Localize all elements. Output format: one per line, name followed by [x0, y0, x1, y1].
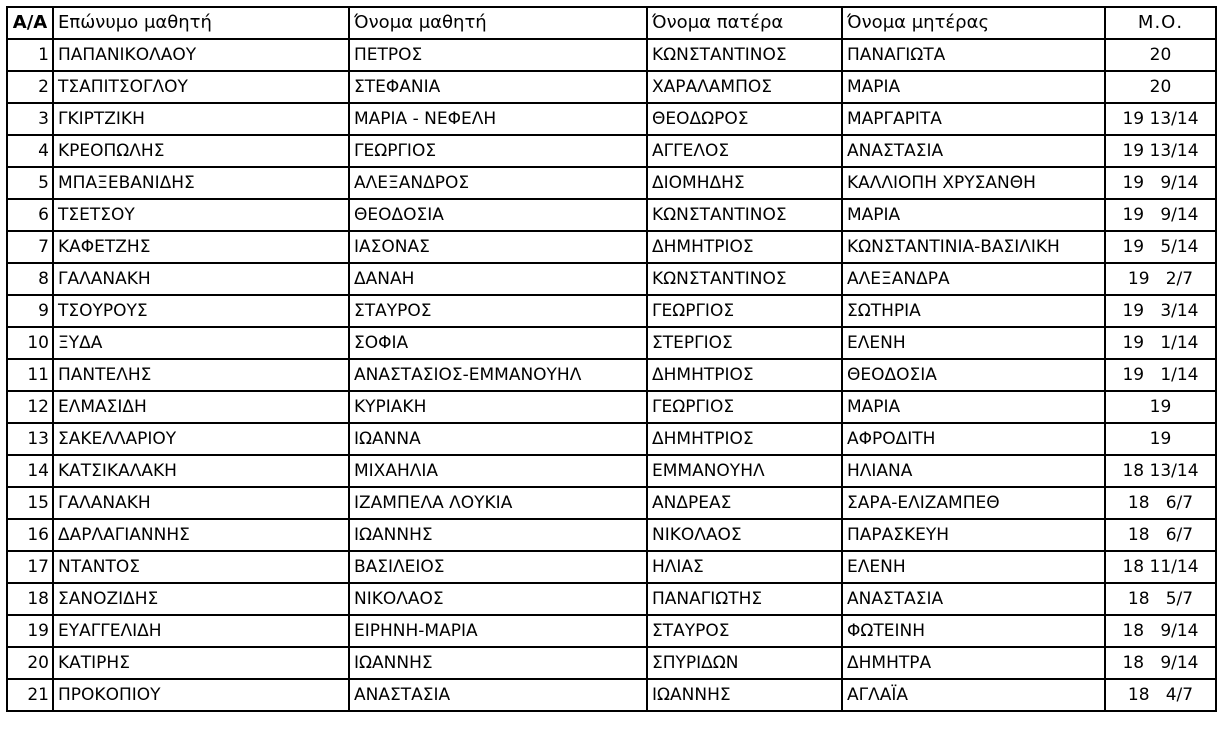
- cell-surname: ΠΡΟΚΟΠΙΟΥ: [53, 679, 349, 711]
- cell-mother: ΜΑΡΙΑ: [842, 71, 1105, 103]
- table-row: [7, 519, 1216, 551]
- table-row: [7, 615, 1216, 647]
- cell-aa: 16: [7, 519, 53, 551]
- cell-name: ΙΩΑΝΝΗΣ: [349, 519, 647, 551]
- student-averages-table: [6, 6, 1217, 712]
- cell-name: ΙΩΑΝΝΗΣ: [349, 647, 647, 679]
- cell-father: ΔΙΟΜΗΔΗΣ: [647, 167, 842, 199]
- table-row: [7, 39, 1216, 71]
- cell-aa: 1: [7, 39, 53, 71]
- cell-average: 18 5/7: [1105, 583, 1216, 615]
- cell-name: ΙΑΣΟΝΑΣ: [349, 231, 647, 263]
- cell-aa: 18: [7, 583, 53, 615]
- cell-aa: 21: [7, 679, 53, 711]
- table-row: [7, 327, 1216, 359]
- cell-average: 19: [1105, 391, 1216, 423]
- cell-mother: ΜΑΡΙΑ: [842, 391, 1105, 423]
- header-average: Μ.Ο.: [1105, 7, 1216, 39]
- table-row: [7, 551, 1216, 583]
- cell-mother: ΔΗΜΗΤΡΑ: [842, 647, 1105, 679]
- table-body: [7, 39, 1216, 711]
- cell-average: 18 13/14: [1105, 455, 1216, 487]
- cell-name: ΑΝΑΣΤΑΣΙΑ: [349, 679, 647, 711]
- cell-mother: ΑΝΑΣΤΑΣΙΑ: [842, 135, 1105, 167]
- cell-name: ΣΤΕΦΑΝΙΑ: [349, 71, 647, 103]
- cell-father: ΘΕΟΔΩΡΟΣ: [647, 103, 842, 135]
- table-row: [7, 583, 1216, 615]
- cell-mother: ΚΑΛΛΙΟΠΗ ΧΡΥΣΑΝΘΗ: [842, 167, 1105, 199]
- cell-aa: 15: [7, 487, 53, 519]
- header-aa: Α/Α: [7, 7, 53, 39]
- cell-father: ΚΩΝΣΤΑΝΤΙΝΟΣ: [647, 263, 842, 295]
- cell-mother: ΑΓΛΑΪΑ: [842, 679, 1105, 711]
- cell-surname: ΓΚΙΡΤΖΙΚΗ: [53, 103, 349, 135]
- cell-name: ΔΑΝΑΗ: [349, 263, 647, 295]
- table-row: [7, 423, 1216, 455]
- cell-surname: ΚΡΕΟΠΩΛΗΣ: [53, 135, 349, 167]
- cell-surname: ΚΑΦΕΤΖΗΣ: [53, 231, 349, 263]
- cell-average: 19 13/14: [1105, 103, 1216, 135]
- table-row: [7, 71, 1216, 103]
- cell-aa: 10: [7, 327, 53, 359]
- cell-father: ΕΜΜΑΝΟΥΗΛ: [647, 455, 842, 487]
- cell-father: ΙΩΑΝΝΗΣ: [647, 679, 842, 711]
- table-row: [7, 231, 1216, 263]
- cell-surname: ΤΣΑΠΙΤΣΟΓΛΟΥ: [53, 71, 349, 103]
- cell-average: 18 4/7: [1105, 679, 1216, 711]
- cell-aa: 9: [7, 295, 53, 327]
- cell-aa: 2: [7, 71, 53, 103]
- cell-surname: ΚΑΤΙΡΗΣ: [53, 647, 349, 679]
- cell-surname: ΠΑΝΤΕΛΗΣ: [53, 359, 349, 391]
- cell-average: 18 6/7: [1105, 487, 1216, 519]
- cell-name: ΘΕΟΔΟΣΙΑ: [349, 199, 647, 231]
- cell-name: ΑΝΑΣΤΑΣΙΟΣ-ΕΜΜΑΝΟΥΗΛ: [349, 359, 647, 391]
- cell-aa: 17: [7, 551, 53, 583]
- cell-mother: ΣΑΡΑ-ΕΛΙΖΑΜΠΕΘ: [842, 487, 1105, 519]
- cell-surname: ΣΑΝΟΖΙΔΗΣ: [53, 583, 349, 615]
- cell-aa: 3: [7, 103, 53, 135]
- cell-aa: 19: [7, 615, 53, 647]
- cell-father: ΔΗΜΗΤΡΙΟΣ: [647, 231, 842, 263]
- cell-father: ΠΑΝΑΓΙΩΤΗΣ: [647, 583, 842, 615]
- cell-father: ΣΤΕΡΓΙΟΣ: [647, 327, 842, 359]
- cell-surname: ΞΥΔΑ: [53, 327, 349, 359]
- cell-average: 19 3/14: [1105, 295, 1216, 327]
- cell-mother: ΜΑΡΓΑΡΙΤΑ: [842, 103, 1105, 135]
- cell-average: 18 6/7: [1105, 519, 1216, 551]
- cell-mother: ΕΛΕΝΗ: [842, 551, 1105, 583]
- cell-average: 19 9/14: [1105, 167, 1216, 199]
- cell-aa: 12: [7, 391, 53, 423]
- table-row: [7, 679, 1216, 711]
- cell-name: ΜΑΡΙΑ - ΝΕΦΕΛΗ: [349, 103, 647, 135]
- student-grades-sheet: [6, 6, 1217, 712]
- header-father: Όνομα πατέρα: [647, 7, 842, 39]
- header-row: [7, 7, 1216, 39]
- cell-father: ΗΛΙΑΣ: [647, 551, 842, 583]
- cell-aa: 11: [7, 359, 53, 391]
- table-row: [7, 487, 1216, 519]
- cell-mother: ΗΛΙΑΝΑ: [842, 455, 1105, 487]
- cell-father: ΔΗΜΗΤΡΙΟΣ: [647, 359, 842, 391]
- cell-father: ΝΙΚΟΛΑΟΣ: [647, 519, 842, 551]
- cell-mother: ΑΛΕΞΑΝΔΡΑ: [842, 263, 1105, 295]
- cell-mother: ΠΑΡΑΣΚΕΥΗ: [842, 519, 1105, 551]
- cell-mother: ΑΦΡΟΔΙΤΗ: [842, 423, 1105, 455]
- cell-surname: ΝΤΑΝΤΟΣ: [53, 551, 349, 583]
- cell-aa: 4: [7, 135, 53, 167]
- header-mother: Όνομα μητέρας: [842, 7, 1105, 39]
- cell-surname: ΓΑΛΑΝΑΚΗ: [53, 487, 349, 519]
- table-row: [7, 391, 1216, 423]
- table-row: [7, 135, 1216, 167]
- table-row: [7, 295, 1216, 327]
- table-row: [7, 455, 1216, 487]
- cell-mother: ΘΕΟΔΟΣΙΑ: [842, 359, 1105, 391]
- cell-aa: 13: [7, 423, 53, 455]
- cell-name: ΚΥΡΙΑΚΗ: [349, 391, 647, 423]
- table-row: [7, 199, 1216, 231]
- table-row: [7, 103, 1216, 135]
- cell-aa: 20: [7, 647, 53, 679]
- cell-surname: ΚΑΤΣΙΚΑΛΑΚΗ: [53, 455, 349, 487]
- cell-father: ΔΗΜΗΤΡΙΟΣ: [647, 423, 842, 455]
- cell-aa: 7: [7, 231, 53, 263]
- cell-name: ΜΙΧΑΗΛΙΑ: [349, 455, 647, 487]
- cell-average: 19 13/14: [1105, 135, 1216, 167]
- cell-aa: 14: [7, 455, 53, 487]
- cell-surname: ΕΛΜΑΣΙΔΗ: [53, 391, 349, 423]
- table-row: [7, 359, 1216, 391]
- header-surname: Επώνυμο μαθητή: [53, 7, 349, 39]
- cell-mother: ΦΩΤΕΙΝΗ: [842, 615, 1105, 647]
- cell-average: 19 9/14: [1105, 199, 1216, 231]
- cell-average: 19 5/14: [1105, 231, 1216, 263]
- cell-average: 18 11/14: [1105, 551, 1216, 583]
- cell-mother: ΑΝΑΣΤΑΣΙΑ: [842, 583, 1105, 615]
- cell-father: ΚΩΝΣΤΑΝΤΙΝΟΣ: [647, 39, 842, 71]
- table-row: [7, 167, 1216, 199]
- cell-name: ΕΙΡΗΝΗ-ΜΑΡΙΑ: [349, 615, 647, 647]
- cell-aa: 6: [7, 199, 53, 231]
- header-name: Όνομα μαθητή: [349, 7, 647, 39]
- cell-mother: ΠΑΝΑΓΙΩΤΑ: [842, 39, 1105, 71]
- cell-mother: ΕΛΕΝΗ: [842, 327, 1105, 359]
- cell-name: ΣΤΑΥΡΟΣ: [349, 295, 647, 327]
- cell-average: 18 9/14: [1105, 647, 1216, 679]
- cell-average: 20: [1105, 71, 1216, 103]
- cell-aa: 5: [7, 167, 53, 199]
- cell-father: ΑΓΓΕΛΟΣ: [647, 135, 842, 167]
- cell-name: ΙΖΑΜΠΕΛΑ ΛΟΥΚΙΑ: [349, 487, 647, 519]
- cell-surname: ΤΣΟΥΡΟΥΣ: [53, 295, 349, 327]
- cell-mother: ΜΑΡΙΑ: [842, 199, 1105, 231]
- cell-surname: ΤΣΕΤΣΟΥ: [53, 199, 349, 231]
- cell-aa: 8: [7, 263, 53, 295]
- cell-name: ΒΑΣΙΛΕΙΟΣ: [349, 551, 647, 583]
- cell-surname: ΜΠΑΞΕΒΑΝΙΔΗΣ: [53, 167, 349, 199]
- table-row: [7, 647, 1216, 679]
- cell-surname: ΔΑΡΛΑΓΙΑΝΝΗΣ: [53, 519, 349, 551]
- cell-surname: ΓΑΛΑΝΑΚΗ: [53, 263, 349, 295]
- cell-name: ΓΕΩΡΓΙΟΣ: [349, 135, 647, 167]
- cell-surname: ΠΑΠΑΝΙΚΟΛΑΟΥ: [53, 39, 349, 71]
- cell-surname: ΣΑΚΕΛΛΑΡΙΟΥ: [53, 423, 349, 455]
- cell-name: ΙΩΑΝΝΑ: [349, 423, 647, 455]
- cell-mother: ΚΩΝΣΤΑΝΤΙΝΙΑ-ΒΑΣΙΛΙΚΗ: [842, 231, 1105, 263]
- cell-average: 19 2/7: [1105, 263, 1216, 295]
- cell-mother: ΣΩΤΗΡΙΑ: [842, 295, 1105, 327]
- cell-name: ΝΙΚΟΛΑΟΣ: [349, 583, 647, 615]
- table-row: [7, 263, 1216, 295]
- cell-average: 19 1/14: [1105, 359, 1216, 391]
- cell-father: ΧΑΡΑΛΑΜΠΟΣ: [647, 71, 842, 103]
- cell-father: ΚΩΝΣΤΑΝΤΙΝΟΣ: [647, 199, 842, 231]
- cell-name: ΣΟΦΙΑ: [349, 327, 647, 359]
- cell-father: ΣΤΑΥΡΟΣ: [647, 615, 842, 647]
- cell-father: ΣΠΥΡΙΔΩΝ: [647, 647, 842, 679]
- cell-father: ΓΕΩΡΓΙΟΣ: [647, 295, 842, 327]
- cell-name: ΠΕΤΡΟΣ: [349, 39, 647, 71]
- cell-average: 20: [1105, 39, 1216, 71]
- cell-average: 18 9/14: [1105, 615, 1216, 647]
- cell-average: 19: [1105, 423, 1216, 455]
- cell-father: ΓΕΩΡΓΙΟΣ: [647, 391, 842, 423]
- cell-name: ΑΛΕΞΑΝΔΡΟΣ: [349, 167, 647, 199]
- cell-surname: ΕΥΑΓΓΕΛΙΔΗ: [53, 615, 349, 647]
- cell-father: ΑΝΔΡΕΑΣ: [647, 487, 842, 519]
- cell-average: 19 1/14: [1105, 327, 1216, 359]
